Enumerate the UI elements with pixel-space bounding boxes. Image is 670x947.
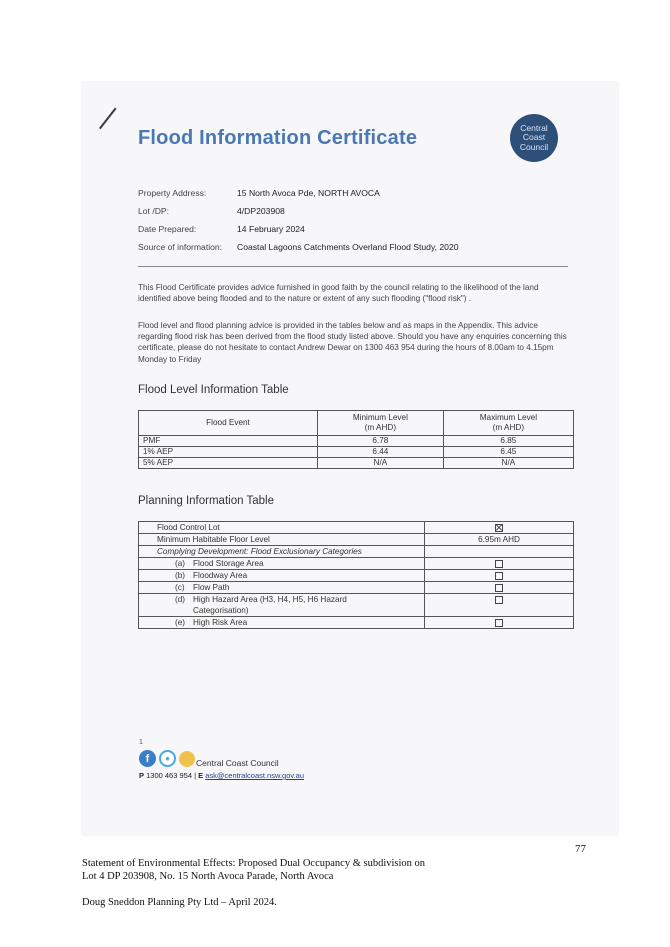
category-name: High Hazard Area (H3, H4, H5, H6 Hazard	[193, 595, 347, 604]
category-name: Flow Path	[193, 583, 230, 592]
row-value	[425, 546, 574, 558]
row-value	[425, 570, 574, 582]
flood-table-heading: Flood Level Information Table	[138, 384, 289, 396]
footer-author: Doug Sneddon Planning Pty Ltd – April 2024.	[82, 897, 277, 908]
min-level: 6.78	[318, 436, 444, 447]
row-label	[139, 617, 425, 629]
row-label	[139, 594, 425, 617]
table-row	[139, 594, 574, 617]
property-label: Source of information:	[138, 242, 223, 252]
table-row	[139, 617, 574, 629]
property-value: Coastal Lagoons Catchments Overland Flood Study, 2020	[237, 242, 459, 252]
logo-text: Central	[520, 122, 548, 133]
table-row	[139, 534, 574, 546]
header-line: Minimum Level	[352, 413, 408, 422]
intro-paragraph: This Flood Certificate provides advice furnished in good faith by the council relating to the likelihood of the land identified above being flooded and to the nature or extent of any such flooding ("flood risk") .	[138, 283, 539, 304]
min-level: 6.44	[318, 447, 444, 458]
row-value	[425, 558, 574, 570]
document-page-number: 77	[575, 843, 586, 855]
flood-event: 1% AEP	[139, 447, 318, 458]
category-name: High Risk Area	[193, 618, 248, 627]
flood-level-table	[138, 410, 574, 469]
certificate-page-number: 1	[139, 739, 143, 746]
facebook-icon[interactable]: f	[139, 750, 156, 767]
category-letter: (e)	[175, 618, 186, 627]
row-label	[139, 558, 425, 570]
checkbox-icon	[495, 619, 503, 627]
category-name: Floodway Area	[193, 571, 248, 580]
property-value: 14 February 2024	[237, 224, 305, 234]
category-name: Flood Storage Area	[193, 559, 264, 568]
table-row	[139, 522, 574, 534]
flood-event: PMF	[139, 436, 318, 447]
property-value: 4/DP203908	[237, 206, 285, 216]
row-label: Minimum Habitable Floor Level	[139, 534, 425, 546]
row-value	[425, 594, 574, 617]
council-logo	[510, 114, 558, 162]
max-level: 6.85	[443, 436, 573, 447]
table-row	[139, 447, 574, 458]
instagram-icon[interactable]	[179, 751, 195, 767]
table-row	[139, 570, 574, 582]
phone-number: 1300 463 954 |	[146, 771, 197, 780]
category-letter: (a)	[175, 559, 186, 568]
planning-table-heading: Planning Information Table	[138, 495, 274, 507]
email-link[interactable]: ask@centralcoast.nsw.gov.au	[205, 771, 305, 780]
row-label	[139, 582, 425, 594]
logo-text: Council	[519, 141, 549, 152]
header-line: Maximum Level	[479, 413, 538, 422]
row-value	[425, 522, 574, 534]
footer-line: Statement of Environmental Effects: Proposed Dual Occupancy & subdivision on	[82, 858, 426, 869]
checkbox-icon	[495, 584, 503, 592]
header-line: (m AHD)	[364, 423, 397, 432]
contact-line	[139, 771, 304, 780]
twitter-icon[interactable]: ●	[159, 750, 176, 767]
property-label: Date Prepared:	[138, 224, 197, 234]
category-letter: (c)	[175, 583, 185, 592]
table-header	[443, 411, 573, 436]
table-row	[139, 582, 574, 594]
table-row	[139, 458, 574, 469]
property-row	[138, 184, 459, 202]
table-row	[139, 558, 574, 570]
row-label: Complying Development: Flood Exclusionary Categories	[139, 546, 425, 558]
advice-paragraph: Flood level and flood planning advice is provided in the tables below and as maps in the Appendix. This advice regarding flood risk has been derived from the flood study listed above. Should you have any enquiries concerning this certificate, please do not hesitate to contact Andrew Dewar on 1300 463 954 during the hours of 8.00am to 4.15pm Monday to Friday	[138, 321, 567, 364]
header-line: (m AHD)	[492, 423, 525, 432]
logo-text: Coast	[522, 132, 546, 143]
max-level: N/A	[443, 458, 573, 469]
property-value: 15 North Avoca Pde, NORTH AVOCA	[237, 188, 380, 198]
planning-table	[138, 521, 574, 629]
certificate-title: Flood Information Certificate	[138, 127, 418, 149]
row-label	[139, 570, 425, 582]
table-row	[139, 436, 574, 447]
email-prefix: E	[198, 771, 204, 780]
max-level: 6.45	[443, 447, 573, 458]
category-letter: (b)	[175, 571, 186, 580]
row-value	[425, 617, 574, 629]
property-row	[138, 202, 459, 220]
property-label: Lot /DP:	[138, 206, 170, 216]
checkbox-icon	[495, 596, 503, 604]
row-value: 6.95m AHD	[425, 534, 574, 546]
category-letter: (d)	[175, 595, 186, 604]
social-links	[139, 750, 279, 767]
table-header	[318, 411, 444, 436]
row-label: Flood Control Lot	[139, 522, 425, 534]
row-value	[425, 582, 574, 594]
min-level: N/A	[318, 458, 444, 469]
checkbox-icon	[495, 560, 503, 568]
property-details	[138, 184, 459, 256]
divider	[138, 266, 568, 267]
checked-box-icon	[495, 524, 503, 532]
council-name: Central Coast Council	[196, 758, 279, 768]
phone-prefix: P	[139, 771, 145, 780]
table-row	[139, 546, 574, 558]
table-header: Flood Event	[139, 411, 318, 436]
property-label: Property Address:	[138, 188, 207, 198]
category-name: Categorisation)	[193, 606, 249, 615]
flood-event: 5% AEP	[139, 458, 318, 469]
checkbox-icon	[495, 572, 503, 580]
footer-line: Lot 4 DP 203908, No. 15 North Avoca Parade, North Avoca	[82, 871, 334, 882]
property-row	[138, 238, 459, 256]
property-row	[138, 220, 459, 238]
